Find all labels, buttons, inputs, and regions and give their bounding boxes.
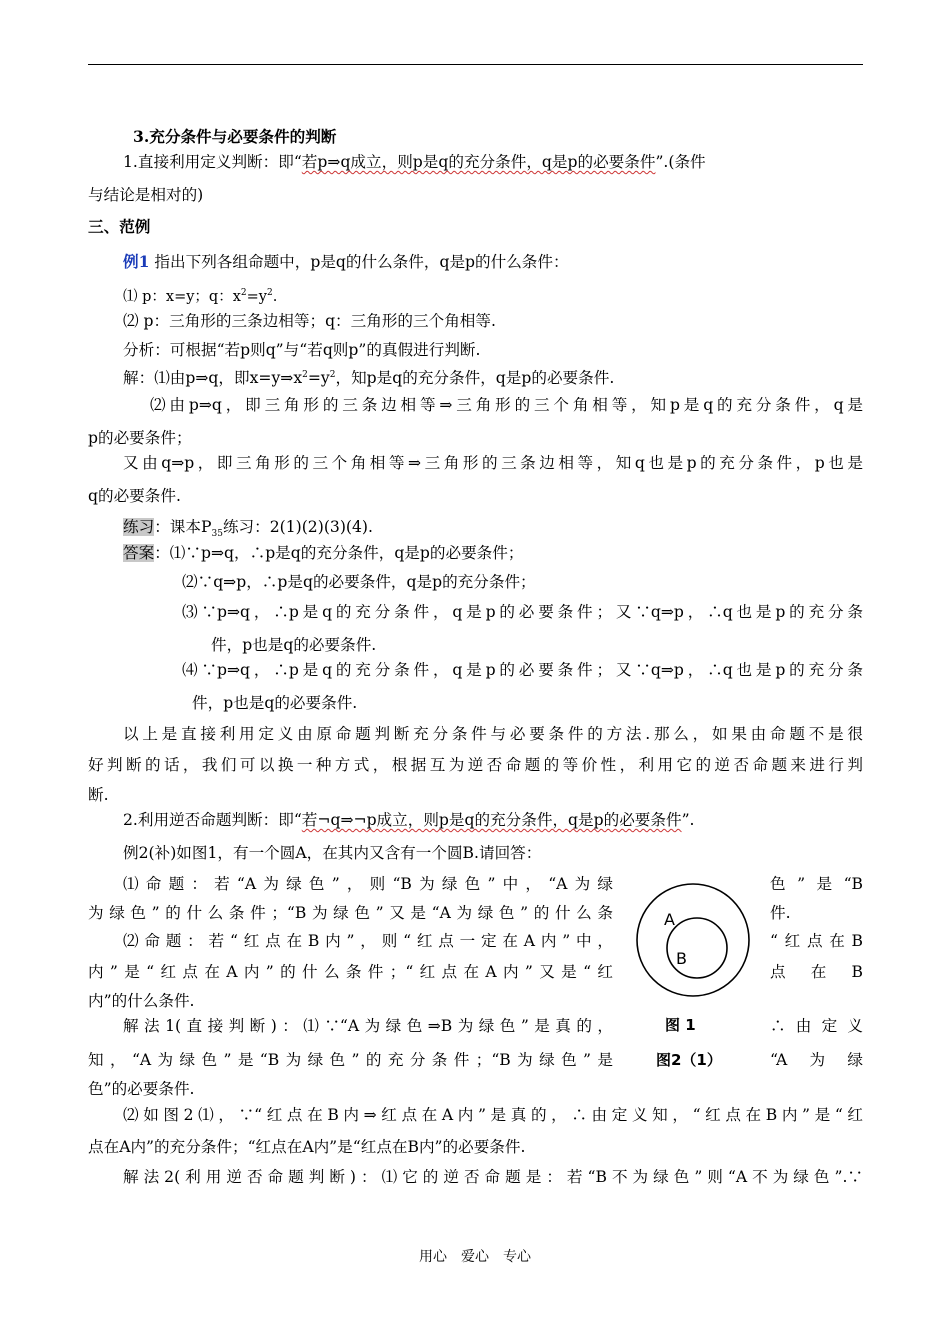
answer-label: 答案 — [123, 544, 155, 562]
example-1-item-1: ⑴ p：x=y；q：$x^2=y^2$. — [123, 288, 278, 305]
answer-4: ⑷∵p⇒q，∴p是q的充分条件，q是p的必要条件；又∵q⇒p，∴q也是p的充分条 — [182, 661, 863, 679]
example-2-line-4-right: 点 在 B — [770, 963, 863, 981]
example-1-label: 例1 — [123, 252, 150, 271]
example-2-line-7: 知，“A为绿色”是“B为绿色”的充分条件；“B为绿色”是 — [88, 1051, 613, 1069]
figure-1-caption: 图 1 — [665, 1016, 696, 1034]
method-2-line: 2.利用逆否命题判断：即“若¬q⇒¬p成立，则p是q的充分条件，q是p的必要条件”. — [123, 811, 695, 829]
section-examples-heading: 三、范例 — [88, 217, 151, 236]
example-2-intro: 例2(补)如图1，有一个圆A，在其内又含有一个圆B.请回答： — [123, 844, 542, 862]
circle-a-label: A — [664, 910, 675, 929]
circle-a — [637, 884, 749, 996]
example-1-item-2: ⑵ p：三角形的三条边相等；q：三角形的三个角相等. — [123, 312, 496, 330]
concentric-circles-figure — [630, 875, 760, 1005]
method-1-line: 1.直接利用定义判断：即“若p⇒q成立，则p是q的充分条件，q是p的必要条件”.(条件 — [123, 153, 706, 171]
example-1-solution-3b: q的必要条件. — [88, 487, 181, 505]
answer-4b: 件，p也是q的必要条件. — [192, 694, 358, 712]
page-footer: 用心 爱心 专心 — [419, 1249, 531, 1265]
example-1-solution-3: 又由q⇒p，即三角形的三个角相等⇒三角形的三条边相等，知q也是p的充分条件，p也是 — [123, 454, 863, 472]
example-2-line-6-right: ∴由定义 — [770, 1017, 863, 1035]
practice-label: 练习 — [123, 518, 155, 536]
example-2-line-8: 色”的必要条件. — [88, 1080, 195, 1098]
example-2-line-3-right: “红点在B — [770, 932, 863, 950]
example-1-solution-2: ⑵由p⇒q，即三角形的三条边相等⇒三角形的三个角相等，知p是q的充分条件，q是 — [150, 396, 863, 414]
example-2-line-6: 解法1(直接判断)：⑴∵“A为绿色⇒B为绿色”是真的， — [123, 1017, 613, 1035]
header-rule — [88, 64, 863, 65]
figure-2-caption: 图2（1） — [656, 1051, 722, 1069]
answer-1: 答案：⑴∵p⇒q，∴p是q的充分条件，q是p的必要条件； — [123, 544, 524, 562]
example-2-line-5: 内”的什么条件. — [88, 992, 195, 1010]
answer-2: ⑵∵q⇒p，∴p是q的必要条件，q是p的充分条件； — [182, 573, 536, 591]
practice-line: 练习：课本$P_{35}$练习：2(1)(2)(3)(4). — [123, 518, 373, 540]
paragraph-2-line-1: 以上是直接利用定义由原命题判断充分条件与必要条件的方法.那么，如果由命题不是很 — [123, 725, 863, 743]
example-1-analysis: 分析：可根据“若p则q”与“若q则p”的真假进行判断. — [123, 341, 481, 359]
method-1-line-2: 与结论是相对的) — [88, 186, 204, 204]
example-1-solution-1: 解：⑴由p⇒q，即$x=y\Rightarrow x^2=y^2$，知p是q的充分条件，q是p的必要条件. — [123, 369, 615, 388]
example-2-line-9: ⑵如图2⑴，∵“红点在B内⇒红点在A内”是真的，∴由定义知，“红点在B内”是“红 — [123, 1106, 863, 1124]
example-2-line-4: 内”是“红点在A内”的什么条件；“红点在A内”又是“红 — [88, 963, 613, 981]
example-2-line-2: 为绿色”的什么条件；“B为绿色”又是“A为绿色”的什么条 — [88, 904, 613, 922]
example-2-line-7-right: “A为绿 — [770, 1051, 863, 1069]
paragraph-2-line-2: 好判断的话，我们可以换一种方式，根据互为逆否命题的等价性，利用它的逆否命题来进行判 — [88, 756, 863, 774]
example-2-line-1: ⑴命题：若“A为绿色”，则“B为绿色”中，“A为绿 — [123, 875, 613, 893]
example-2-line-11: 解法2(利用逆否命题判断)：⑴它的逆否命题是：若“B不为绿色”则“A不为绿色”.∵ — [123, 1168, 863, 1186]
example-2-line-1-right: 色”是“B — [770, 875, 863, 893]
circle-b — [667, 918, 727, 978]
example-2-line-3: ⑵命题：若“红点在B内”，则“红点一定在A内”中， — [123, 932, 613, 950]
paragraph-2-line-3: 断. — [88, 786, 109, 804]
example-1-solution-2b: p的必要条件； — [88, 429, 192, 447]
answer-3: ⑶∵p⇒q，∴p是q的充分条件，q是p的必要条件；又∵q⇒p，∴q也是p的充分条 — [182, 603, 863, 621]
example-2-line-2-right: 件. — [770, 904, 791, 922]
circle-b-label: B — [676, 949, 687, 968]
example-2-line-10: 点在A内”的充分条件；“红点在A内”是“红点在B内”的必要条件. — [88, 1138, 526, 1156]
answer-3b: 件，p也是q的必要条件. — [211, 636, 377, 654]
example-1-prompt: 例1 指出下列各组命题中，p是q的什么条件，q是p的什么条件： — [123, 252, 569, 271]
section-heading: 3.充分条件与必要条件的判断 — [133, 127, 337, 146]
